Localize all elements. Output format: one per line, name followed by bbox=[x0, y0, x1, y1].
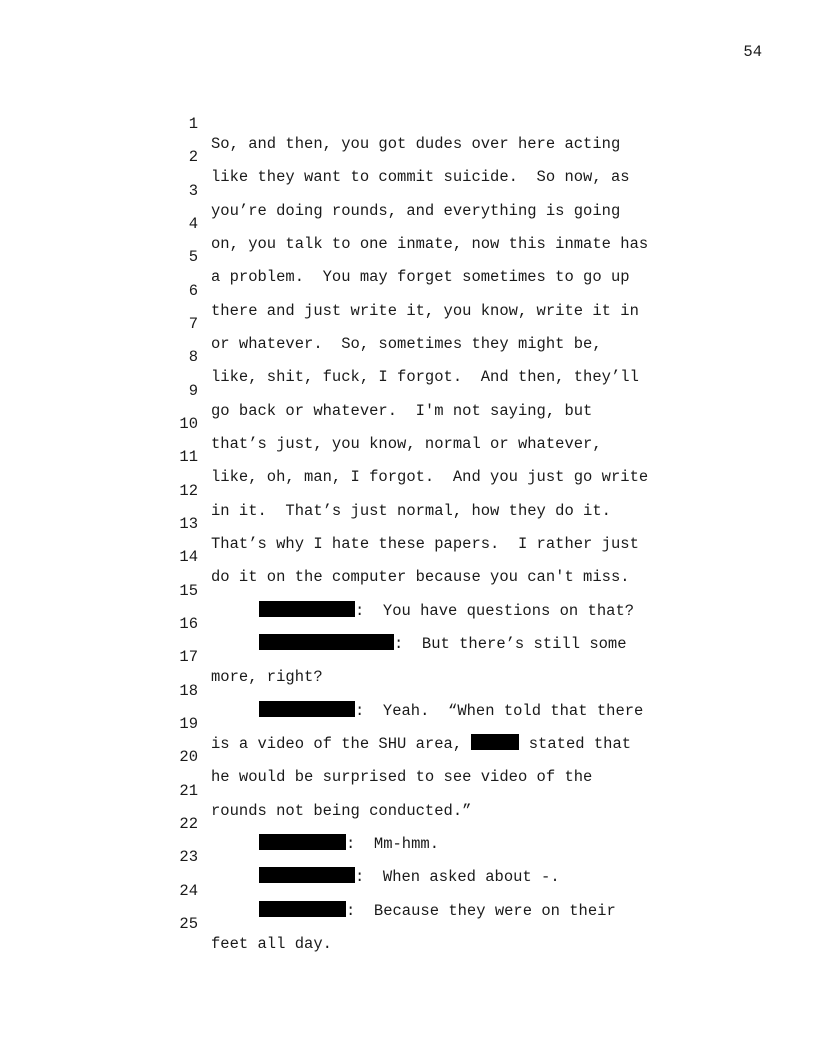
line-text: you’re doing rounds, and everything is going bbox=[211, 202, 621, 220]
line-number: 17 bbox=[179, 648, 198, 666]
line-number: 6 bbox=[188, 282, 198, 300]
line-text: go back or whatever. I'm not saying, but bbox=[211, 402, 593, 420]
line-text: : Mm-hmm. bbox=[346, 835, 440, 853]
line-text: : When asked about -. bbox=[355, 868, 560, 886]
line-number: 15 bbox=[179, 582, 198, 600]
line-text: rounds not being conducted.” bbox=[211, 802, 472, 820]
line-text: : Because they were on their bbox=[346, 902, 616, 920]
line-text: like they want to commit suicide. So now, as bbox=[211, 168, 630, 186]
redaction-box bbox=[259, 867, 355, 883]
line-text bbox=[211, 734, 631, 754]
line-number: 10 bbox=[179, 415, 198, 433]
line-text: that’s just, you know, normal or whatever, bbox=[211, 435, 602, 453]
line-text: : Yeah. “When told that there bbox=[355, 702, 644, 720]
line-number: 11 bbox=[179, 448, 198, 466]
line-text: like, oh, man, I forgot. And you just go write bbox=[211, 468, 649, 486]
line-number: 9 bbox=[188, 382, 198, 400]
redaction-box bbox=[259, 634, 394, 650]
speaker-turn bbox=[259, 701, 643, 721]
line-number: 4 bbox=[188, 215, 198, 233]
redaction-box bbox=[259, 701, 355, 717]
speaker-turn bbox=[259, 601, 634, 621]
line-number: 5 bbox=[188, 248, 198, 266]
line-text: he would be surprised to see video of the bbox=[211, 768, 593, 786]
line-text-before: is a video of the SHU area, bbox=[211, 735, 472, 753]
line-number: 1 bbox=[188, 115, 198, 133]
redaction-box bbox=[259, 834, 346, 850]
line-text: in it. That’s just normal, how they do it. bbox=[211, 502, 611, 520]
transcript-line bbox=[0, 94, 621, 153]
line-text: a problem. You may forget sometimes to go up bbox=[211, 268, 630, 286]
line-number: 2 bbox=[188, 148, 198, 166]
line-text: like, shit, fuck, I forgot. And then, they’ll bbox=[211, 368, 639, 386]
line-text: : But there’s still some bbox=[394, 635, 627, 653]
line-text-after: stated that bbox=[519, 735, 632, 753]
line-number: 25 bbox=[179, 915, 198, 933]
line-number: 14 bbox=[179, 548, 198, 566]
line-number: 21 bbox=[179, 782, 198, 800]
line-number: 22 bbox=[179, 815, 198, 833]
line-number: 23 bbox=[179, 848, 198, 866]
page-number: 54 bbox=[743, 43, 762, 61]
transcript-line bbox=[0, 627, 323, 686]
transcript-line bbox=[0, 894, 332, 953]
line-text: on, you talk to one inmate, now this inmate has bbox=[211, 235, 649, 253]
line-number: 13 bbox=[179, 515, 198, 533]
line-number: 19 bbox=[179, 715, 198, 733]
line-number: 18 bbox=[179, 682, 198, 700]
speaker-turn bbox=[259, 834, 439, 854]
line-number: 12 bbox=[179, 482, 198, 500]
speaker-turn bbox=[259, 901, 616, 921]
redaction-box bbox=[471, 734, 519, 750]
line-text: there and just write it, you know, write it in bbox=[211, 302, 639, 320]
line-number: 20 bbox=[179, 748, 198, 766]
line-text: feet all day. bbox=[211, 935, 332, 953]
speaker-turn bbox=[259, 867, 560, 887]
line-number: 24 bbox=[179, 882, 198, 900]
line-number: 8 bbox=[188, 348, 198, 366]
line-text: do it on the computer because you can't miss. bbox=[211, 568, 630, 586]
redaction-box bbox=[259, 601, 355, 617]
line-text: That’s why I hate these papers. I rather just bbox=[211, 535, 639, 553]
line-text: So, and then, you got dudes over here acting bbox=[211, 135, 621, 153]
line-text: : You have questions on that? bbox=[355, 602, 635, 620]
line-text: or whatever. So, sometimes they might be, bbox=[211, 335, 602, 353]
line-number: 3 bbox=[188, 182, 198, 200]
line-number: 16 bbox=[179, 615, 198, 633]
redaction-box bbox=[259, 901, 346, 917]
speaker-turn bbox=[259, 634, 627, 654]
line-text: more, right? bbox=[211, 668, 323, 686]
line-number: 7 bbox=[188, 315, 198, 333]
